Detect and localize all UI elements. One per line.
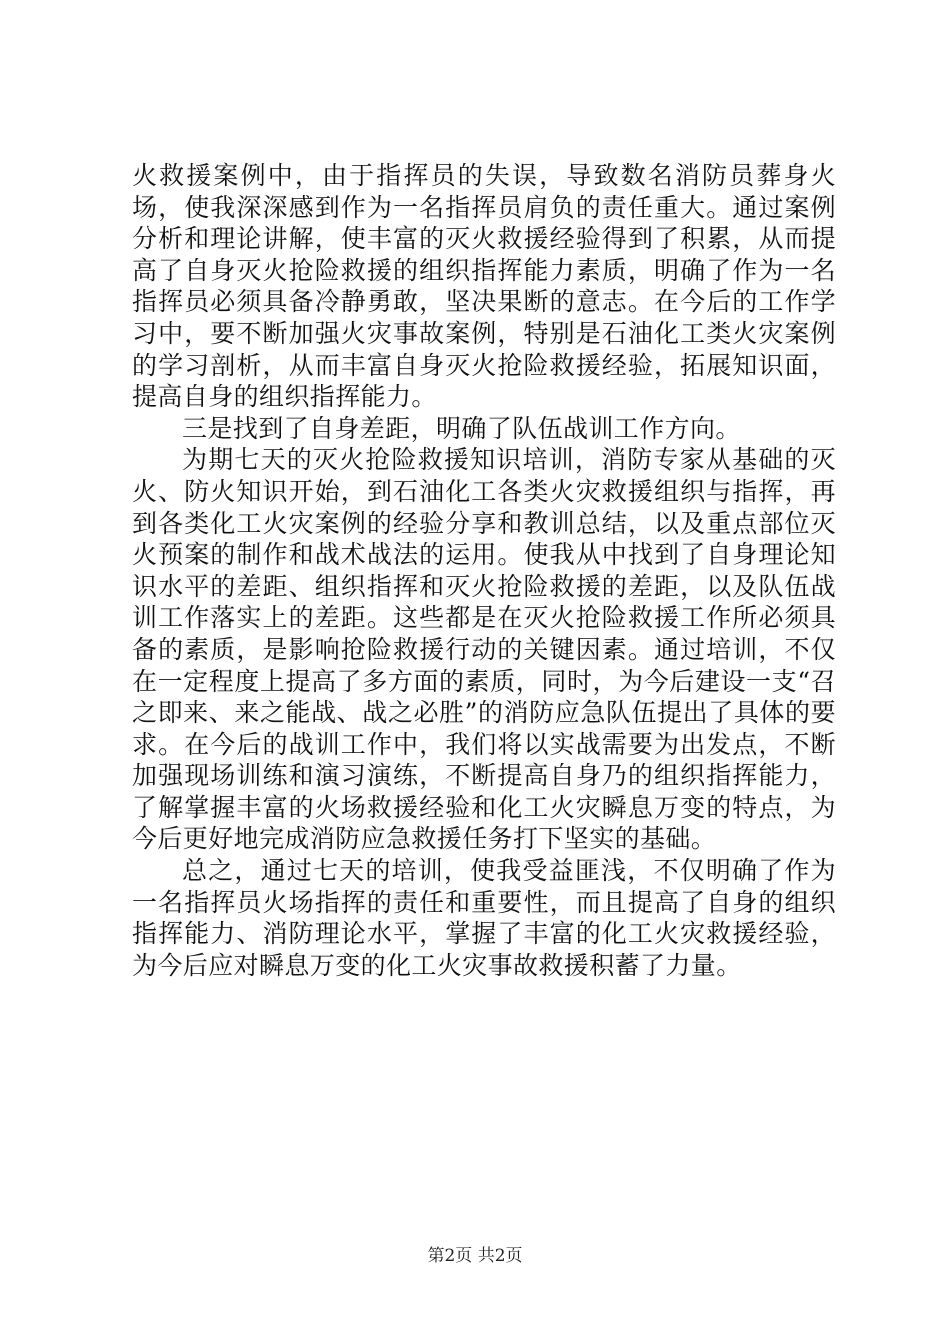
document-body: [132, 160, 836, 981]
page-number-footer: 第2页 共2页: [427, 1246, 523, 1266]
paragraph-continuation: 火救援案例中，由于指挥员的失误，导致数名消防员葬身火场，使我深深感到作为一名指挥员肩负的责任重大。通过案例分析和理论讲解，使丰富的灭火救援经验得到了积累，从而提高了自身灭火抢险救援的组织指挥能力素质，明确了作为一名指挥员必须具备冷静勇敢，坚决果断的意志。在今后的工作学习中，要不断加强火灾事故案例，特别是石油化工类火灾案例的学习剖析，从而丰富自身灭火抢险救援经验，拓展知识面，提高自身的组织指挥能力。: [132, 161, 836, 412]
paragraph-conclusion: 总之，通过七天的培训，使我受益匪浅，不仅明确了作为一名指挥员火场指挥的责任和重要性，而且提高了自身的组织指挥能力、消防理论水平，掌握了丰富的化工火灾救援经验，为今后应对瞬息万变的化工火灾事故救援积蓄了力量。: [132, 856, 836, 980]
paragraph-point-three-heading: 三是找到了自身差距，明确了队伍战训工作方向。: [182, 413, 741, 443]
paragraph-training-summary: 为期七天的灭火抢险救援知识培训，消防专家从基础的灭火、防火知识开始，到石油化工各类火灾救援组织与指挥，再到各类化工火灾案例的经验分享和教训总结，以及重点部位灭火预案的制作和战术战法的运用。使我从中找到了自身理论知识水平的差距、组织指挥和灭火抢险救援的差距，以及队伍战训工作落实上的差距。这些都是在灭火抢险救援工作所必须具备的素质，是影响抢险救援行动的关键因素。通过培训，不仅在一定程度上提高了多方面的素质，同时，为今后建设一支“召之即来、来之能战、战之必胜”的消防应急队伍提出了具体的要求。在今后的战训工作中，我们将以实战需要为出发点，不断加强现场训练和演习演练，不断提高自身乃的组织指挥能力，了解掌握丰富的火场救援经验和化工火灾瞬息万变的特点，为今后更好地完成消防应急救援任务打下坚实的基础。: [132, 445, 836, 854]
